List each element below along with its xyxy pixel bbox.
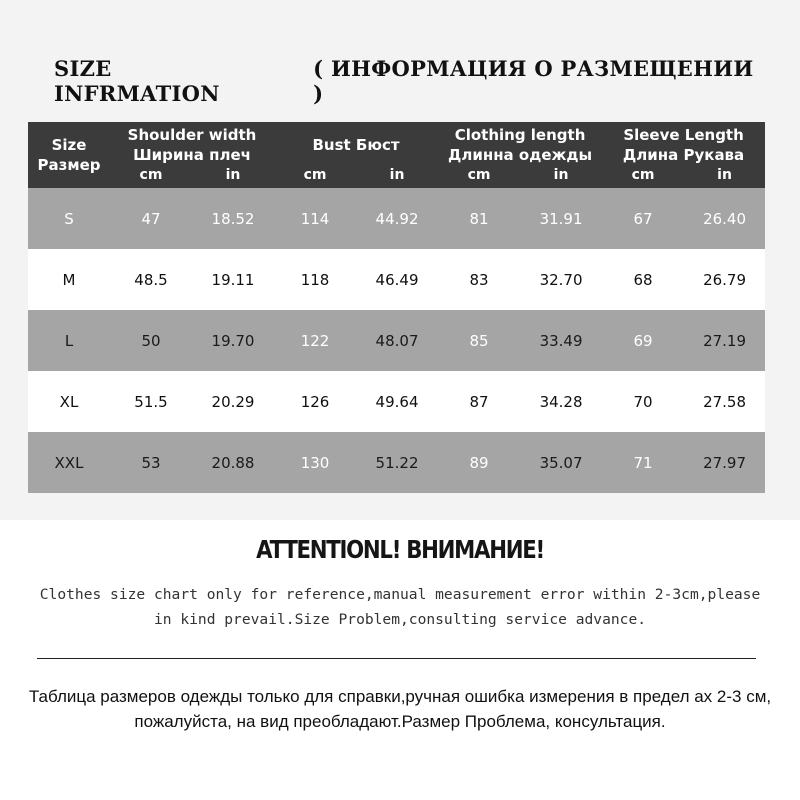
table-cell: 31.91: [539, 209, 583, 228]
table-cell: 70: [633, 392, 653, 411]
table-cell: 53: [141, 453, 161, 472]
table-cell: 122: [300, 331, 330, 350]
size-cell: XXL: [54, 453, 84, 472]
unit-in: in: [225, 167, 241, 183]
table-cell: 68: [633, 270, 653, 289]
table-cell: 20.29: [211, 392, 255, 411]
table-cell: 48.07: [375, 331, 419, 350]
unit-cm: cm: [631, 167, 655, 183]
size-table: [28, 122, 765, 493]
table-cell: 87: [469, 392, 489, 411]
clothing-length-ru: Длинна одежды: [447, 145, 593, 164]
disclaimer-english: Clothes size chart only for reference,manual measurement error within 2-3cm,please in kind prevail.Size Problem,consulting service advance.: [39, 586, 761, 628]
sleeve-length-ru: Длина Рукава: [622, 145, 745, 164]
table-cell: 27.58: [703, 392, 747, 411]
table-cell: 118: [300, 270, 330, 289]
size-header-ru: Размер: [37, 156, 101, 174]
sleeve-length-en: Sleeve Length: [623, 125, 744, 144]
unit-cm: cm: [139, 167, 163, 183]
table-cell: 50: [141, 331, 161, 350]
table-cell: 26.40: [703, 209, 747, 228]
table-header: [28, 122, 765, 188]
table-row: [28, 249, 765, 310]
table-cell: 83: [469, 270, 489, 289]
table-cell: 27.97: [703, 453, 747, 472]
table-cell: 19.11: [211, 270, 255, 289]
unit-cm: cm: [467, 167, 491, 183]
size-cell: L: [64, 331, 74, 350]
size-cell: XL: [59, 392, 79, 411]
table-cell: 67: [633, 209, 653, 228]
table-cell: 48.5: [134, 270, 168, 289]
shoulder-width-en: Shoulder width: [127, 125, 257, 144]
table-cell: 69: [633, 331, 653, 350]
table-cell: 34.28: [539, 392, 583, 411]
table-cell: 20.88: [211, 453, 255, 472]
table-cell: 19.70: [211, 331, 255, 350]
size-cell: S: [64, 209, 74, 228]
table-cell: 71: [633, 453, 653, 472]
unit-in: in: [389, 167, 405, 183]
table-row: [28, 310, 765, 371]
table-cell: 81: [469, 209, 489, 228]
clothing-length-en: Clothing length: [454, 125, 586, 144]
bust-header: [274, 122, 438, 167]
unit-cm: cm: [303, 167, 327, 183]
table-cell: 114: [300, 209, 330, 228]
shoulder-width-ru: Ширина плеч: [133, 145, 251, 164]
page-title: [28, 56, 768, 106]
table-cell: 18.52: [211, 209, 255, 228]
attention-heading: ATTENTIONL! ВНИМАНИЕ!: [256, 535, 544, 564]
shoulder-width-header: [110, 122, 274, 167]
table-row: [28, 371, 765, 432]
title-english: SIZE INFRMATION: [54, 56, 220, 106]
clothing-length-header: [438, 122, 602, 167]
unit-in: in: [717, 167, 732, 183]
table-cell: 35.07: [539, 453, 583, 472]
table-row: [28, 188, 765, 249]
table-cell: 51.5: [134, 392, 168, 411]
size-header-en: Size: [51, 136, 87, 154]
table-cell: 33.49: [539, 331, 583, 350]
table-cell: 47: [141, 209, 161, 228]
size-cell: M: [62, 270, 76, 289]
divider-line: [37, 658, 756, 659]
table-cell: 46.49: [375, 270, 419, 289]
unit-in: in: [553, 167, 569, 183]
size-column-header: [28, 122, 110, 188]
table-cell: 126: [300, 392, 330, 411]
table-cell: 27.19: [703, 331, 747, 350]
table-cell: 44.92: [375, 209, 419, 228]
table-cell: 51.22: [375, 453, 419, 472]
sleeve-length-header: [602, 122, 765, 167]
table-cell: 85: [469, 331, 489, 350]
table-cell: 89: [469, 453, 489, 472]
table-cell: 32.70: [539, 270, 583, 289]
table-cell: 130: [300, 453, 330, 472]
table-cell: 26.79: [703, 270, 747, 289]
table-cell: 49.64: [375, 392, 419, 411]
disclaimer-russian: Таблица размеров одежды только для справки,ручная ошибка измерения в предел ах 2-3 см, пожалуйста, на вид преобладают.Размер Проблема, консультация.: [28, 687, 772, 731]
table-row: [28, 432, 765, 493]
title-russian: ( ИНФОРМАЦИЯ О РАЗМЕЩЕНИИ ): [313, 56, 754, 106]
bust-label: Bust Бюст: [312, 135, 400, 154]
